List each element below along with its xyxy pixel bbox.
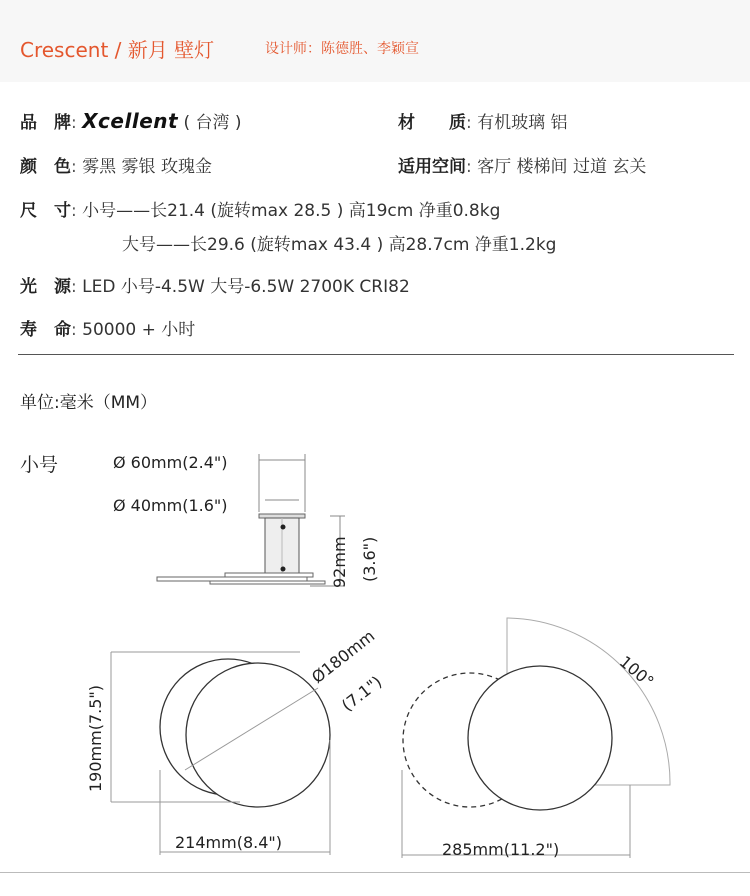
light-label: 光 源 bbox=[20, 277, 71, 297]
angle-label: 100° bbox=[615, 652, 658, 692]
dim-92-inch-label: (3.6") bbox=[360, 536, 379, 582]
brand-label: 品 牌 bbox=[20, 113, 71, 133]
space-value: 客厅 楼梯间 过道 玄关 bbox=[477, 157, 647, 177]
size-label: 尺 寸 bbox=[20, 201, 71, 221]
life-label: 寿 命 bbox=[20, 320, 71, 340]
unit-note: 单位:毫米（MM） bbox=[20, 393, 158, 413]
dim-190-label: 190mm(7.5") bbox=[86, 685, 105, 792]
bottom-divider bbox=[0, 872, 750, 873]
spec-color: 颜 色: 雾黑 雾银 玫瑰金 bbox=[20, 152, 212, 177]
dim-180-label: Ø180mm bbox=[308, 626, 379, 687]
spec-light: 光 源: LED 小号-4.5W 大号-6.5W 2700K CRI82 bbox=[20, 272, 410, 297]
spec-space: 适用空间: 客厅 楼梯间 过道 玄关 bbox=[398, 152, 646, 177]
dim-40-label: Ø 40mm(1.6") bbox=[113, 496, 228, 515]
material-label: 材 质 bbox=[398, 113, 466, 133]
title-bar bbox=[0, 0, 750, 82]
material-value: 有机玻璃 铝 bbox=[477, 113, 568, 133]
dim-60-label: Ø 60mm(2.4") bbox=[113, 453, 228, 472]
designer-credit: 设计师：陈德胜、李颖宣 bbox=[265, 41, 419, 57]
dim-92-label: 92mm bbox=[330, 536, 349, 588]
product-title: Crescent / 新月 壁灯 bbox=[20, 38, 215, 62]
size-name: 小号 bbox=[20, 454, 59, 476]
brand-logo: Xcellent bbox=[82, 109, 179, 133]
spec-life: 寿 命: 50000 + 小时 bbox=[20, 315, 195, 340]
spec-size-large bbox=[122, 230, 556, 255]
spec-brand: 品 牌: Xcellent ( 台湾 ) bbox=[20, 109, 242, 133]
spec-size: 尺 寸: 小号——长21.4 (旋转max 28.5 ) 高19cm 净重0.8kg bbox=[20, 196, 500, 221]
life-value: 50000 + 小时 bbox=[82, 320, 196, 340]
dim-214-label: 214mm(8.4") bbox=[175, 833, 282, 852]
size-small: 小号——长21.4 (旋转max 28.5 ) 高19cm 净重0.8kg bbox=[82, 201, 501, 221]
divider bbox=[18, 354, 734, 355]
color-value: 雾黑 雾银 玫瑰金 bbox=[82, 157, 212, 177]
spec-material: 材 质: 有机玻璃 铝 bbox=[398, 108, 568, 133]
dim-180-inch-label: (7.1") bbox=[338, 672, 386, 715]
space-label: 适用空间 bbox=[398, 157, 466, 177]
brand-suffix: ( 台湾 ) bbox=[183, 113, 242, 133]
color-label: 颜 色 bbox=[20, 157, 71, 177]
size-large: 大号——长29.6 (旋转max 43.4 ) 高28.7cm 净重1.2kg bbox=[122, 235, 557, 255]
dim-285-label: 285mm(11.2") bbox=[442, 840, 560, 859]
side-view bbox=[157, 454, 345, 586]
light-value: LED 小号-4.5W 大号-6.5W 2700K CRI82 bbox=[82, 277, 410, 297]
